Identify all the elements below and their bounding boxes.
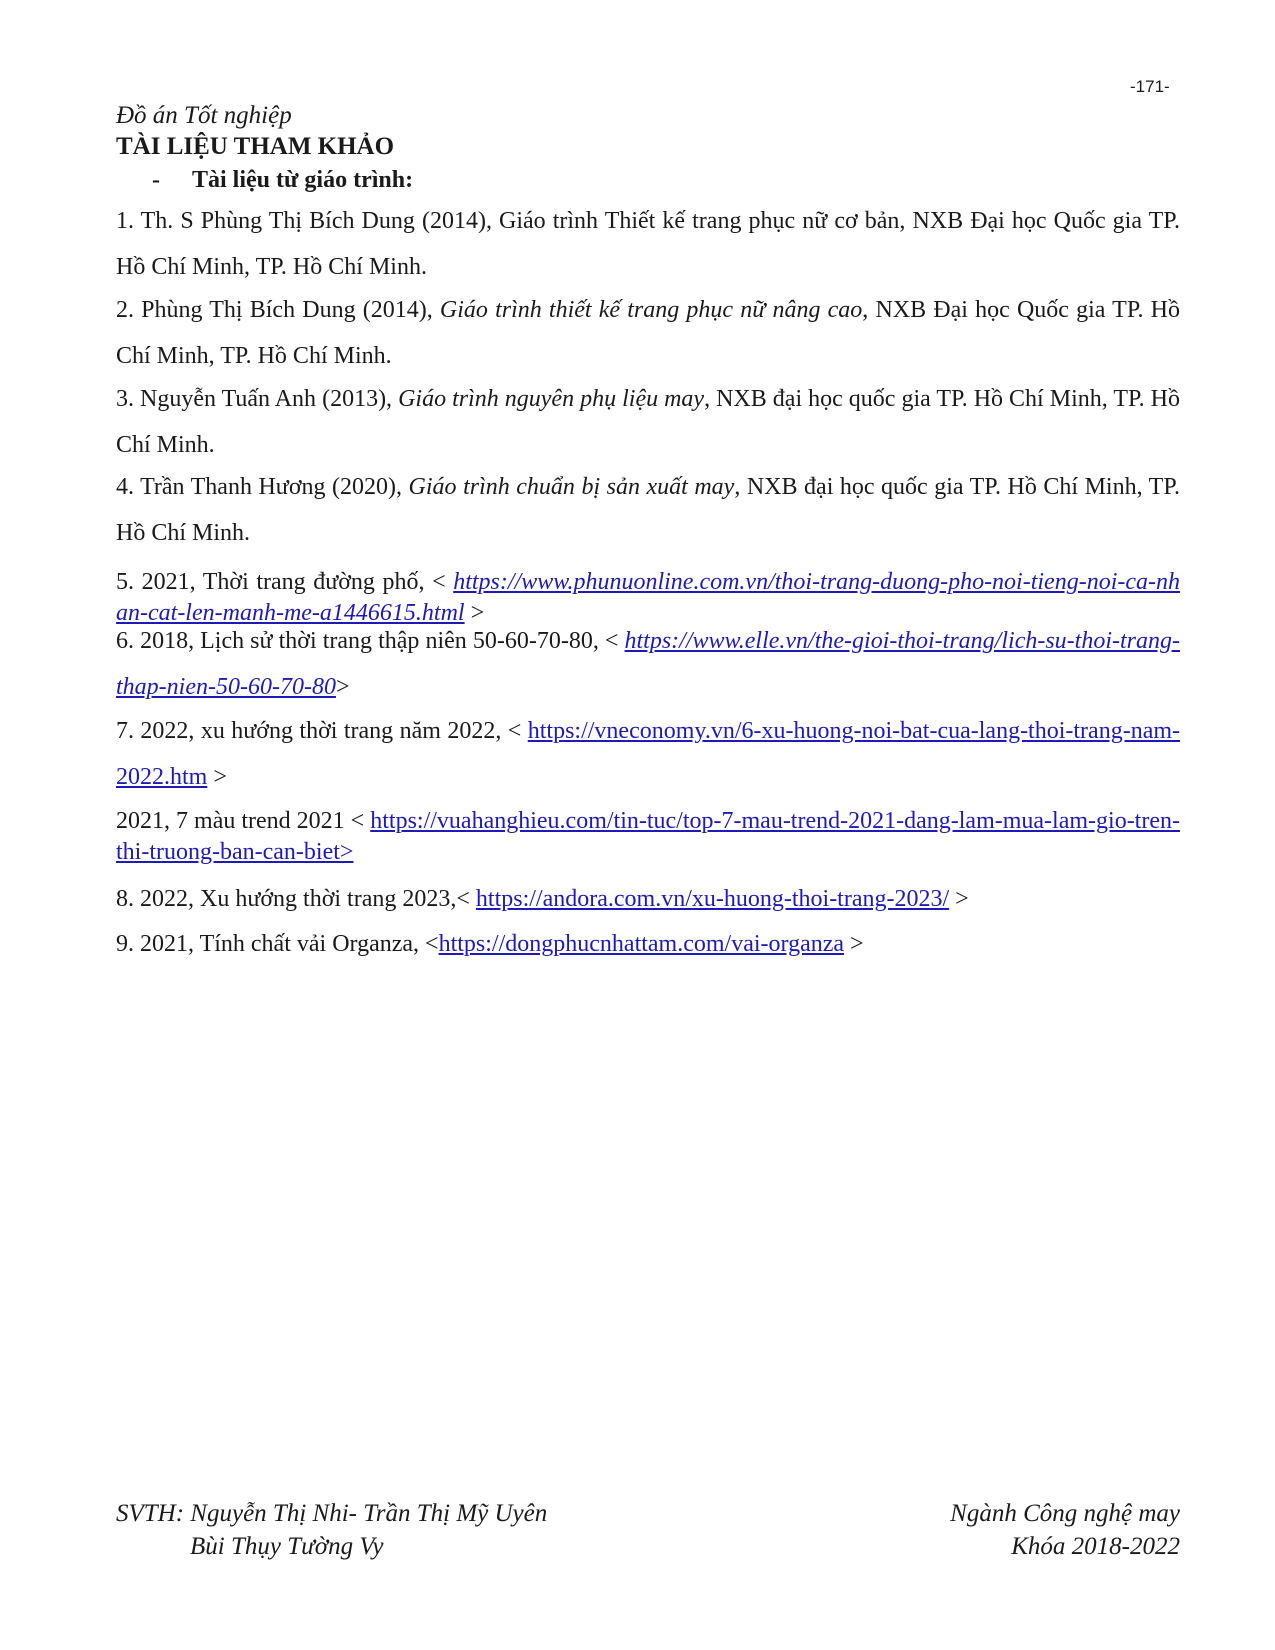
footer-course: Khóa 2018-2022: [1011, 1533, 1180, 1560]
section-title: TÀI LIỆU THAM KHẢO: [116, 133, 395, 160]
reference-item: [116, 929, 1180, 960]
reference-publisher: , NXB đại học quốc gia TP. Hồ Chí Minh, TP. Hồ Chí Minh.: [116, 474, 1181, 546]
reference-publisher: , NXB Đại học Quốc gia TP. Hồ Chí Minh, TP. Hồ Chí Minh.: [116, 297, 1181, 369]
reference-text: 1. Th. S Phùng Thị Bích Dung (2014), Giáo trình Thiết kế trang phục nữ cơ bản, NXB Đại học Quốc gia TP. Hồ Chí Minh, TP. Hồ Chí Minh.: [116, 208, 1180, 280]
reference-author: 4. Trần Thanh Hương (2020),: [116, 474, 409, 500]
reference-link[interactable]: https://vuahanghieu.com/tin-tuc/top-7-mau-trend-2021-dang-lam-mua-lam-gio-tren-thi-truong-ban-can-biet>: [116, 808, 1180, 865]
reference-bracket: >: [949, 886, 969, 912]
reference-bracket: >: [207, 764, 227, 790]
reference-label: 8. 2022, Xu hướng thời trang 2023,<: [116, 886, 476, 912]
reference-link[interactable]: https://dongphucnhattam.com/vai-organza: [438, 931, 845, 957]
footer-students: [116, 1497, 547, 1563]
footer-major: Ngành Công nghệ may: [950, 1500, 1180, 1527]
reference-link[interactable]: https://www.phunuonline.com.vn/thoi-trang-duong-pho-noi-tieng-noi-ca-nhan-cat-len-manh-me-a1446615.html: [116, 569, 1180, 626]
reference-label: 6. 2018, Lịch sử thời trang thập niên 50-60-70-80, <: [116, 628, 625, 654]
reference-item: [116, 287, 1180, 379]
reference-publisher: , NXB đại học quốc gia TP. Hồ Chí Minh, TP. Hồ Chí Minh.: [116, 386, 1181, 458]
bullet-dash: -: [152, 167, 160, 193]
reference-item: [116, 884, 1180, 915]
reference-link[interactable]: https://andora.com.vn/xu-huong-thoi-trang-2023/: [475, 886, 950, 912]
reference-item: [116, 618, 1180, 710]
page-number: -171-: [1130, 77, 1170, 96]
reference-item: [116, 806, 1180, 868]
reference-link[interactable]: https://vneconomy.vn/6-xu-huong-noi-bat-cua-lang-thoi-trang-nam-2022.htm: [116, 718, 1180, 790]
reference-label: 2021, 7 màu trend 2021 <: [116, 808, 371, 834]
reference-item: [116, 464, 1180, 556]
footer-program: [950, 1497, 1180, 1563]
reference-label: 7. 2022, xu hướng thời trang năm 2022, <: [116, 718, 528, 744]
reference-bracket: >: [464, 600, 485, 626]
footer-students-line2: Bùi Thụy Tường Vy: [190, 1533, 384, 1560]
reference-link[interactable]: https://www.elle.vn/the-gioi-thoi-trang/lich-su-thoi-trang-thap-nien-50-60-70-80: [116, 628, 1180, 700]
header-title: Đồ án Tốt nghiệp: [116, 102, 292, 129]
reference-item: [116, 376, 1180, 468]
reference-bracket: >: [844, 931, 864, 957]
reference-label: 5. 2021, Thời trang đường phố, <: [116, 569, 454, 595]
reference-title: Giáo trình thiết kế trang phục nữ nâng cao: [439, 297, 863, 323]
reference-title: Giáo trình nguyên phụ liệu may: [398, 386, 705, 412]
reference-author: 3. Nguyễn Tuấn Anh (2013),: [116, 386, 399, 412]
footer-students-line1: SVTH: Nguyễn Thị Nhi- Trần Thị Mỹ Uyên: [116, 1500, 548, 1527]
reference-label: 9. 2021, Tính chất vải Organza, <: [116, 931, 439, 957]
subsection-label: Tài liệu từ giáo trình:: [192, 167, 414, 193]
reference-item: [116, 708, 1180, 800]
reference-title: Giáo trình chuẩn bị sản xuất may: [408, 474, 735, 500]
reference-bracket: >: [335, 674, 350, 700]
reference-item: [116, 198, 1180, 290]
subsection-heading: [152, 167, 413, 194]
reference-author: 2. Phùng Thị Bích Dung (2014),: [116, 297, 440, 323]
